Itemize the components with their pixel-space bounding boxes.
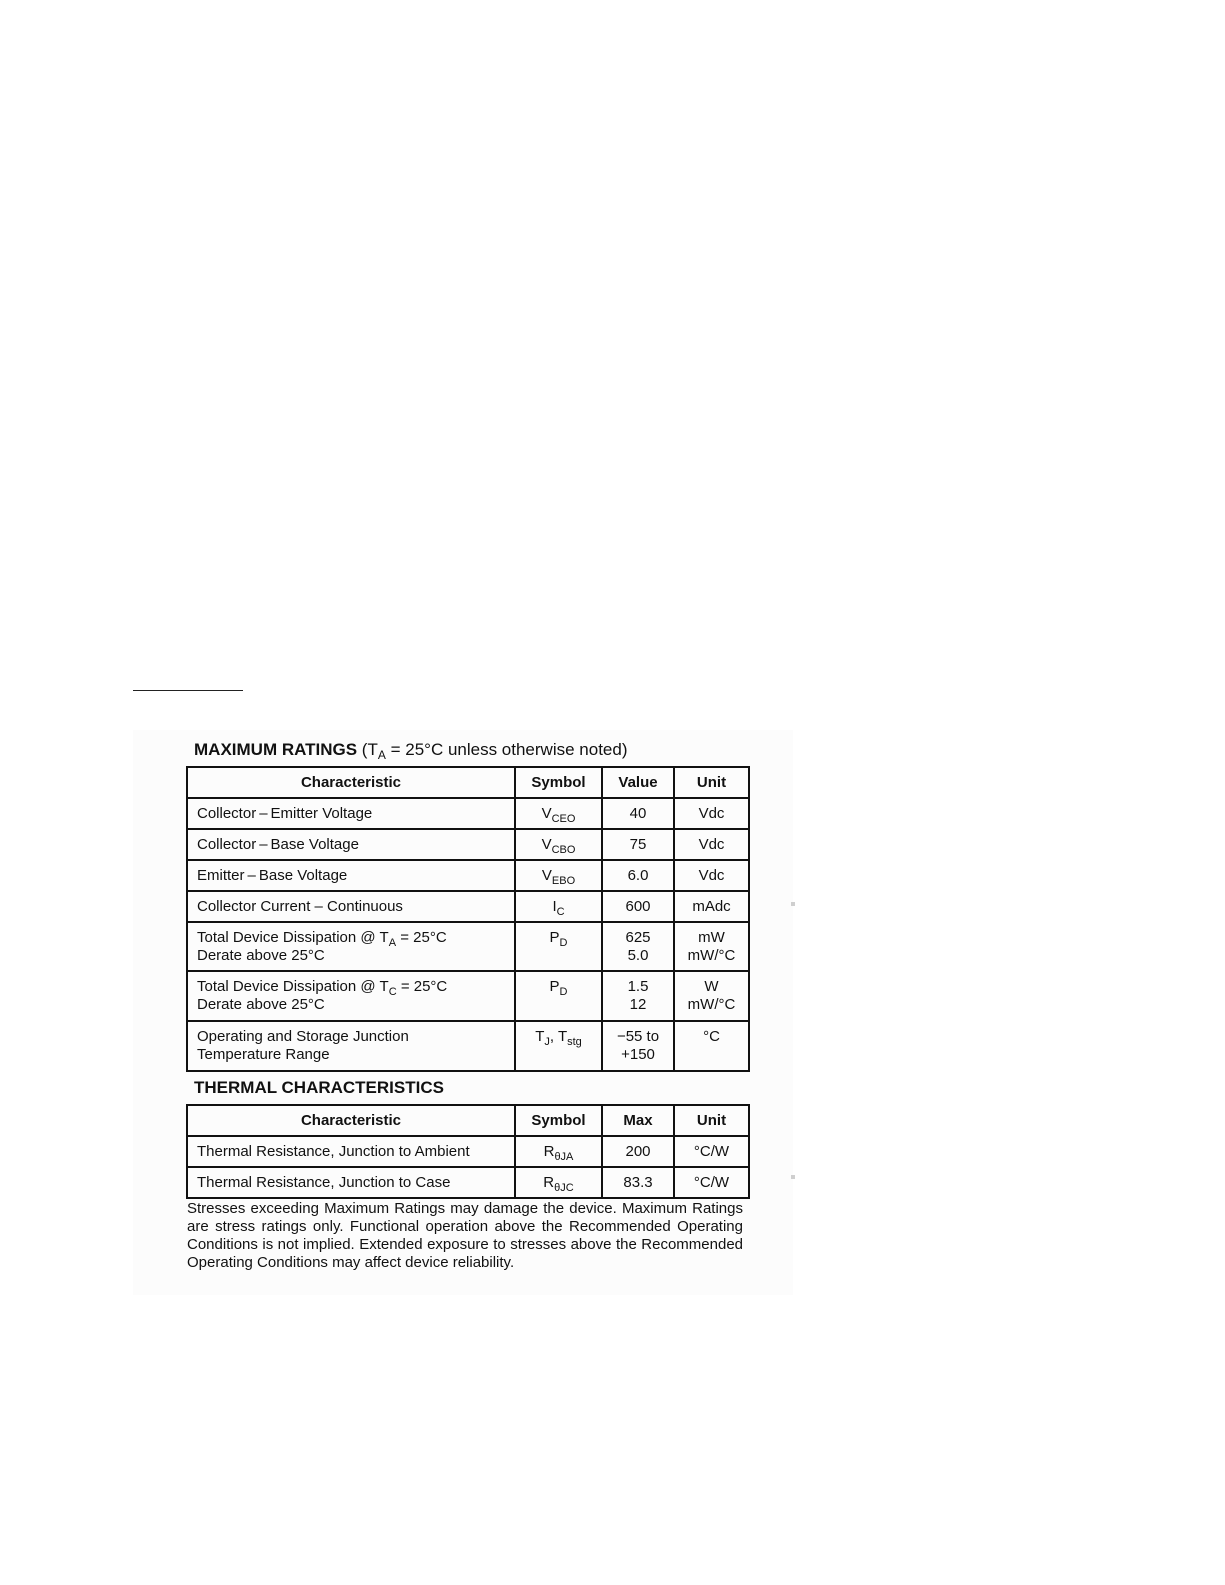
value-cell: 625 5.0 — [602, 922, 674, 971]
unit-cell: mAdc — [674, 891, 749, 922]
unit-cell: °C/W — [674, 1167, 749, 1198]
max-ratings-condition: ($T_A = 25^\circ C$ unless otherwise noted) — [357, 740, 628, 762]
value-cell: 75 — [602, 829, 674, 860]
header-max: Max — [602, 1105, 674, 1136]
max-ratings-heading: MAXIMUM RATINGS ($T_A = 25^\circ C$ unless otherwise noted) — [194, 740, 628, 762]
table-row — [187, 1136, 749, 1167]
characteristic-cell: Thermal Resistance, Junction to Case — [187, 1167, 515, 1198]
table-row — [187, 1021, 749, 1071]
max-cell: 200 — [602, 1136, 674, 1167]
symbol-cell: $V_{CEO}$ — [515, 798, 602, 829]
table-header-row — [187, 1105, 749, 1136]
table-row — [187, 1167, 749, 1198]
symbol-cell: $R_{\theta JC}$ — [515, 1167, 602, 1198]
header-value: Value — [602, 767, 674, 798]
symbol-cell: $T_J$, $T_{stg}$ — [515, 1021, 602, 1071]
characteristic-cell: Collector – Base Voltage — [187, 829, 515, 860]
value-cell: 600 — [602, 891, 674, 922]
header-symbol: Symbol — [515, 767, 602, 798]
table-row — [187, 891, 749, 922]
header-unit: Unit — [674, 767, 749, 798]
value-cell: 1.5 12 — [602, 971, 674, 1021]
separator-rule — [133, 690, 243, 691]
symbol-cell: $P_D$ — [515, 922, 602, 971]
characteristic-cell: Collector Current – Continuous — [187, 891, 515, 922]
table-row — [187, 829, 749, 860]
unit-cell: mW mW/°C — [674, 922, 749, 971]
characteristic-cell: Collector – Emitter Voltage — [187, 798, 515, 829]
stress-footnote: Stresses exceeding Maximum Ratings may damage the device. Maximum Ratings are stress ratings only. Functional operation above the Recommended Operating Conditions is not implied. Extended exposure to stresses above the Recommended Operating Conditions may affect device reliability. — [187, 1200, 743, 1271]
table-row — [187, 860, 749, 891]
scan-speck — [791, 902, 795, 906]
header-unit: Unit — [674, 1105, 749, 1136]
symbol-cell: $I_C$ — [515, 891, 602, 922]
unit-cell: °C/W — [674, 1136, 749, 1167]
table-row — [187, 971, 749, 1021]
characteristic-cell: Total Device Dissipation @ $T_C = 25^\circ C$ Derate above 25°C — [187, 971, 515, 1021]
max-ratings-table — [186, 766, 750, 1072]
table-row — [187, 922, 749, 971]
characteristic-cell: Total Device Dissipation @ $T_A = 25^\circ C$ Derate above 25°C — [187, 922, 515, 971]
characteristic-cell: Operating and Storage Junction Temperature Range — [187, 1021, 515, 1071]
characteristic-cell: Thermal Resistance, Junction to Ambient — [187, 1136, 515, 1167]
value-cell: 40 — [602, 798, 674, 829]
value-cell: 6.0 — [602, 860, 674, 891]
unit-cell: W mW/°C — [674, 971, 749, 1021]
symbol-cell: $V_{EBO}$ — [515, 860, 602, 891]
thermal-table — [186, 1104, 750, 1199]
symbol-cell: $R_{\theta JA}$ — [515, 1136, 602, 1167]
unit-cell: °C — [674, 1021, 749, 1071]
unit-cell: Vdc — [674, 798, 749, 829]
value-cell: −55 to +150 — [602, 1021, 674, 1071]
scan-speck — [791, 1175, 795, 1179]
thermal-heading: THERMAL CHARACTERISTICS — [194, 1078, 444, 1097]
characteristic-cell: Emitter – Base Voltage — [187, 860, 515, 891]
symbol-cell: $P_D$ — [515, 971, 602, 1021]
table-row — [187, 798, 749, 829]
header-characteristic: Characteristic — [187, 767, 515, 798]
header-characteristic: Characteristic — [187, 1105, 515, 1136]
header-symbol: Symbol — [515, 1105, 602, 1136]
symbol-cell: $V_{CBO}$ — [515, 829, 602, 860]
max-cell: 83.3 — [602, 1167, 674, 1198]
unit-cell: Vdc — [674, 829, 749, 860]
unit-cell: Vdc — [674, 860, 749, 891]
table-header-row — [187, 767, 749, 798]
